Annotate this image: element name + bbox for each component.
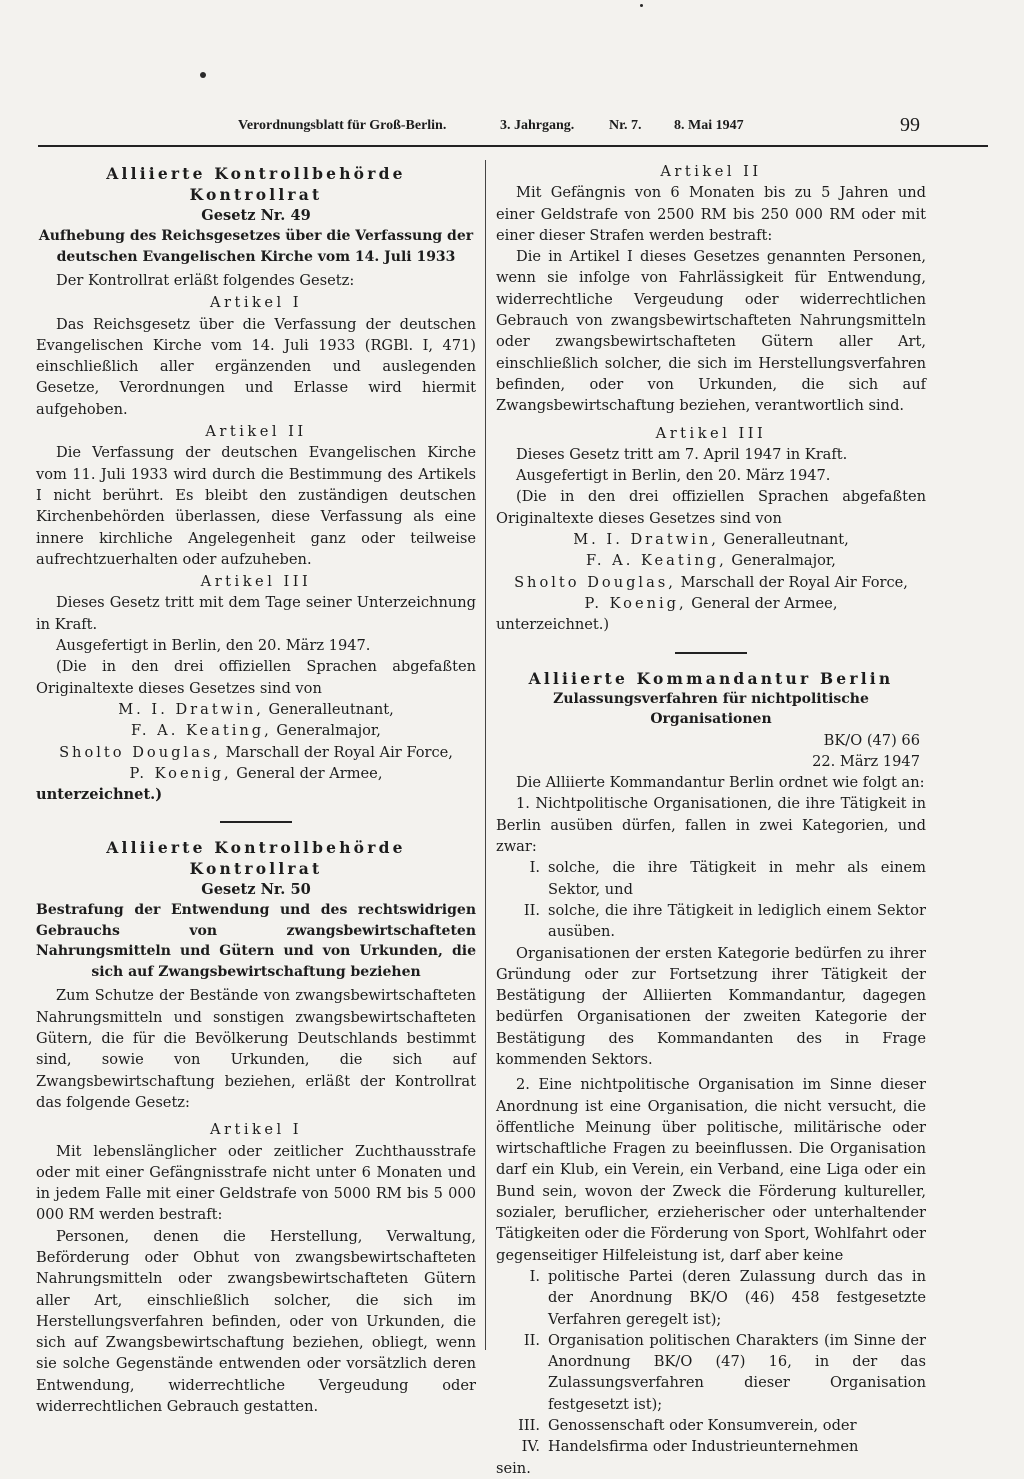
kommandantur-paragraph-3: 2. Eine nichtpolitische Organisation im Sinne dieser Anordnung ist eine Organisation, die nicht versucht, die öffentliche Meinung über politische, militärische oder wirtschaftliche Fragen zu beeinflussen. Die Organisation darf ein Klub, ein Verein, ein Verband, eine Liga oder ein Bund sein, wovon der Zweck die Förderung kultureller, sozialer, beruflicher, erzieherischer oder unterhaltender Tätigkeiten oder die Förderung von Sport, Wohlfahrt oder gegenseitiger Hilfeleistung ist, darf aber keine (496, 1076, 926, 1264)
law50-signer-3: Sholto Douglas, Marschall der Royal Air Force, (514, 573, 908, 591)
law50-preamble: Zum Schutze der Bestände von zwangsbewirtschafteten Nahrungsmitteln und sonstigen zwangsbewirtschafteten Gütern, die für die Bevölkerung Deutschlands bestimmt sind, sowie von Urkunden, die sich auf Zwangsbewirtschaftung beziehen, erläßt der Kontrollrat das folgende Gesetz: (36, 987, 476, 1111)
section-divider (220, 821, 292, 823)
law49-languages: (Die in den drei offiziellen Sprachen abgefaßten Originaltexte dieses Gesetzes sind von (36, 658, 476, 697)
law50-article1-text2: Personen, denen die Herstellung, Verwaltung, Beförderung oder Obhut von zwangsbewirtschafteten Nahrungsmitteln oder zwangsbewirtschafteten Gütern aller Art, einschließlich solcher, die sich im Herstellungsverfahren befinden, oder von Urkunden, die sich auf Zwangsbewirtschaftung beziehen, obliegt, wenn sie solche Gegenstände entwenden oder vorsätzlich deren Entwendung, widerrechtliche Vergeudung oder widerrechtlichen Gebrauch gestatten. (36, 1227, 476, 1416)
law50-title: Bestrafung der Entwendung und des rechtswidrigen Gebrauchs von zwangsbewirtschafteten Nahrungsmitteln und Gütern und von Urkunden, die sich auf Zwangsbewirtschaftung beziehen (36, 902, 476, 980)
kommandantur-date: 22. März 1947 (812, 752, 920, 770)
law49-title-line1: Aufhebung des Reichsgesetzes über die Verfassung der (38, 228, 474, 244)
law50-article2-text1: Mit Gefängnis von 6 Monaten bis zu 5 Jahren und einer Geldstrafe von 2500 RM bis 250 000 RM oder mit einer dieser Strafen werden bestraft: (496, 184, 926, 244)
law49-signed: unterzeichnet.) (36, 786, 163, 804)
law49-article1-text: Das Reichsgesetz über die Verfassung der deutschen Evangelischen Kirche vom 14. Juli 1933 (RGBl. I, 471) einschließlich aller ergänzenden und auslegenden Gesetze, Verordnungen und Erlasse wird hiermit aufgehoben. (36, 315, 476, 418)
publication-name: Verordnungsblatt für Groß-Berlin. (238, 118, 447, 133)
law49-preamble: Der Kontrollrat erläßt folgendes Gesetz: (56, 272, 355, 289)
law49-number: Gesetz Nr. 49 (201, 207, 311, 224)
section-divider (675, 652, 747, 654)
header-rule (38, 145, 988, 147)
scan-speck (640, 4, 643, 7)
law50-signed: unterzeichnet.) (496, 616, 610, 634)
law50-issued: Ausgefertigt in Berlin, den 20. März 1947. (516, 467, 831, 485)
category-item-1: I. solche, die ihre Tätigkeit in mehr als einem Sektor, und (529, 859, 926, 898)
column-divider (485, 160, 486, 1350)
law50-article1-text1: Mit lebenslänglicher oder zeitlicher Zuchthausstrafe oder mit einer Gefängnisstrafe nicht unter 6 Monaten und in jedem Falle mit einer Geldstrafe von 5000 RM bis 5 000 000 RM werden bestraft: (36, 1142, 476, 1224)
exclusion-item-1: I. politische Partei (deren Zulassung durch das in der Anordnung BK/O (46) 458 festgesetzte Verfahren geregelt ist); (529, 1267, 926, 1328)
issue-date: 8. Mai 1947 (674, 118, 744, 133)
kommandantur-title: Zulassungsverfahren für nichtpolitische Organisationen (553, 690, 869, 728)
law50-article1-heading: Artikel I (209, 1121, 303, 1139)
law50-signer-1: M. I. Dratwin, Generalleutnant, (573, 531, 849, 549)
law50-article2-heading: Artikel II (660, 163, 762, 180)
law49-signer-3: Sholto Douglas, Marschall der Royal Air Force, (59, 743, 453, 761)
law49-article2-text: Die Verfassung der deutschen Evangelischen Kirche vom 11. Juli 1933 wird durch die Bestimmung des Artikels I nicht berührt. Es bleibt den zuständigen deutschen Kirchenbehörden überlassen, diese Verfassung als eine innere kirchliche Angelegenheit ganz oder teilweise aufrechtzuerhalten oder aufzuheben. (36, 444, 476, 568)
law50-number: Gesetz Nr. 50 (201, 881, 311, 899)
law50-signer-2: F. A. Keating, Generalmajor, (586, 552, 836, 570)
law49-article3-text: Dieses Gesetz tritt mit dem Tage seiner Unterzeichnung in Kraft. (36, 594, 476, 633)
exclusion-item-2: II. Organisation politischen Charakters (im Sinne der Anordnung BK/O (47) 16, in der das Zulassungsverfahren dieser Organisation festgesetzt ist); (523, 1331, 926, 1413)
law49-signer-4: P. Koenig, General der Armee, (129, 764, 383, 782)
kommandantur-intro: Die Alliierte Kommandantur Berlin ordnet wie folgt an: (516, 774, 925, 792)
scan-speck (200, 72, 206, 78)
kommandantur-paragraph-1: 1. Nichtpolitische Organisationen, die ihre Tätigkeit in Berlin ausüben dürfen, fallen in zwei Kategorien, und zwar: (496, 795, 926, 856)
volume: 3. Jahrgang. (500, 118, 575, 133)
law50-article3-heading: Artikel III (655, 424, 767, 442)
law50-council: Kontrollrat (189, 859, 323, 879)
law49-signer-2: F. A. Keating, Generalmajor, (131, 722, 381, 740)
right-column (496, 160, 926, 1479)
law50-article3-text: Dieses Gesetz tritt am 7. April 1947 in Kraft. (516, 445, 848, 463)
left-column (36, 160, 476, 1417)
law50-authority: Alliierte Kontrollbehörde (106, 838, 406, 858)
law50-languages: (Die in den drei offiziellen Sprachen abgefaßten Originaltexte dieses Gesetzes sind von (496, 488, 926, 527)
issue-number: Nr. 7. (609, 118, 642, 133)
page-header (238, 114, 938, 140)
law49-article1-heading: Artikel I (209, 294, 303, 312)
law50-signer-4: P. Koenig, General der Armee, (584, 594, 838, 612)
exclusion-item-4: IV. Handelsfirma oder Industrieunternehmen (521, 1438, 859, 1456)
page-number: 99 (900, 114, 920, 136)
exclusion-item-3: III. Genossenschaft oder Konsumverein, oder (518, 1417, 857, 1435)
law50-article2-text2: Die in Artikel I dieses Gesetzes genannten Personen, wenn sie infolge von Fahrlässigkeit für Entwendung, widerrechtliche Vergeudung oder widerrechtlichen Gebrauch von zwangsbewirtschafteten Nahrungsmitteln oder zwangsbewirtschafteten Gütern aller Art, einschließlich solcher, die sich im Herstellungsverfahren befinden, oder von Urkunden, die sich auf Zwangsbewirtschaftung beziehen, verantwortlich sind. (496, 248, 926, 415)
law49-council: Kontrollrat (189, 185, 323, 204)
kommandantur-paragraph-2: Organisationen der ersten Kategorie bedürfen zu ihrer Gründung oder zur Fortsetzung ihrer Tätigkeit der Bestätigung der Alliierten Kommandantur, dagegen bedürfen Organisationen der zweiten Kategorie der Bestätigung des Kommandanten des in Frage kommenden Sektors. (496, 944, 926, 1068)
law49-signer-1: M. I. Dratwin, Generalleutnant, (118, 700, 394, 718)
law49-article2-heading: Artikel II (205, 423, 307, 441)
kommandantur-authority: Alliierte Kommandantur Berlin (528, 668, 894, 688)
kommandantur-reference: BK/O (47) 66 (823, 731, 920, 749)
law49-issued: Ausgefertigt in Berlin, den 20. März 1947. (56, 637, 371, 655)
law49-article3-heading: Artikel III (200, 573, 312, 591)
law49-title-line2: deutschen Evangelischen Kirche vom 14. Juli 1933 (56, 248, 456, 265)
kommandantur-closing: sein. (496, 1459, 531, 1477)
category-item-2: II. solche, die ihre Tätigkeit in lediglich einem Sektor ausüben. (523, 901, 926, 941)
law49-authority: Alliierte Kontrollbehörde (106, 164, 406, 183)
